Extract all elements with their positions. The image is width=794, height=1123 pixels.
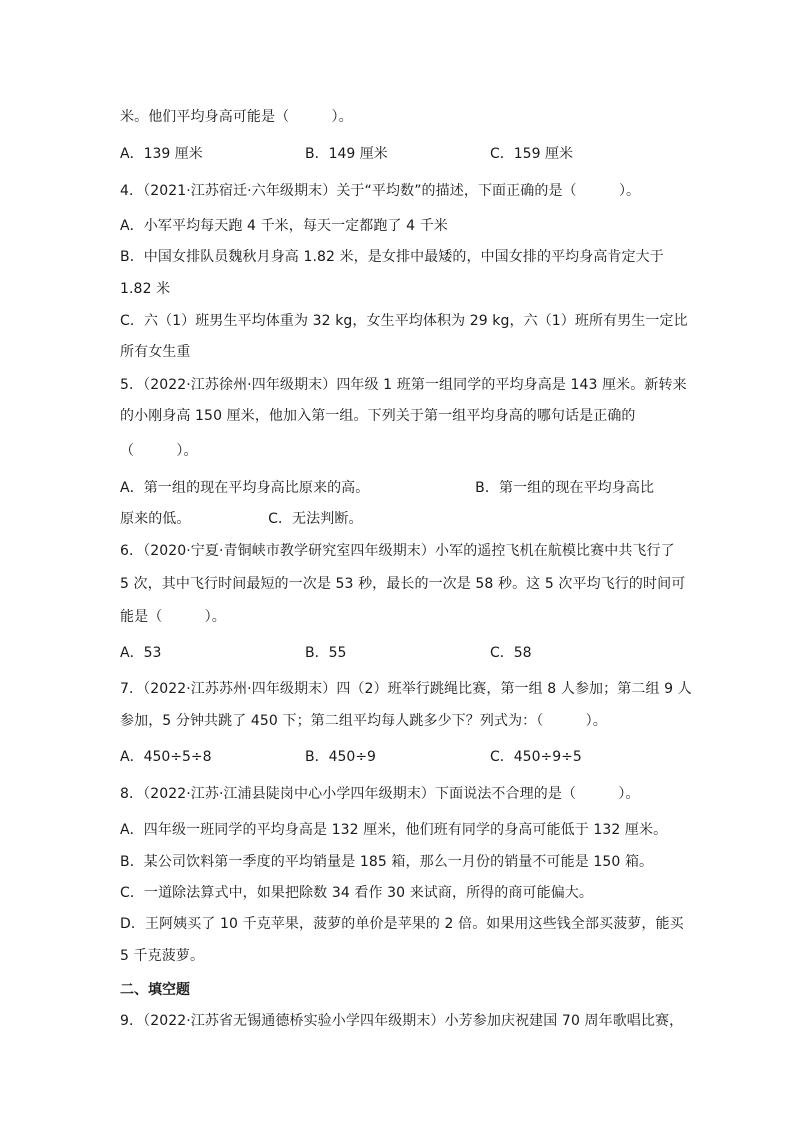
question-4-option-b-line-1: B．中国女排队员魏秋月身高 1.82 米，是女排中最矮的，中国女排的平均身高肯定大于 (120, 249, 664, 265)
question-5-options-line-1: A．第一组的现在平均身高比原来的高。 B．第一组的现在平均身高比 (120, 480, 655, 496)
choice-b: B．55 (305, 645, 347, 661)
choice-a: A．139 厘米 (120, 146, 203, 162)
question-6-stem-line-1: 6．（2020·宁夏·青铜峡市教学研究室四年级期末）小军的遥控飞机在航模比赛中共飞行了 (120, 543, 675, 559)
question-8-option-d-line-2: 5 千克菠萝。 (120, 948, 205, 964)
question-5-answer-blank: （ ）。 (120, 443, 198, 459)
question-6-choices (120, 644, 676, 662)
choice-a: A．450÷5÷8 (120, 749, 212, 765)
question-7-choices (120, 748, 676, 766)
question-3-choices (120, 145, 676, 163)
choice-a: A．53 (120, 645, 162, 661)
question-4-option-c-line-2: 所有女生重 (120, 344, 191, 360)
question-6-stem-line-3: 能是（ ）。 (120, 609, 226, 625)
question-4-option-a: A．小军平均每天跑 4 千米，每天一定都跑了 4 千米 (120, 218, 448, 234)
question-8-option-a: A．四年级一班同学的平均身高是 132 厘米，他们班有同学的身高可能低于 132 厘米。 (120, 822, 668, 838)
question-6-stem-line-2: 5 次，其中飞行时间最短的一次是 53 秒，最长的一次是 58 秒。这 5 次平均飞行的时间可 (120, 576, 686, 592)
choice-b: B．450÷9 (305, 749, 376, 765)
question-8-option-c: C．一道除法算式中，如果把除数 34 看作 30 来试商，所得的商可能偏大。 (120, 885, 594, 901)
question-4-stem: 4．（2021·江苏宿迁·六年级期末）关于“平均数”的描述，下面正确的是（ ）。 (120, 183, 641, 199)
question-9-stem: 9．（2022·江苏省无锡通德桥实验小学四年级期末）小芳参加庆祝建国 70 周年歌唱比赛， (120, 1013, 684, 1029)
question-8-option-b: B．某公司饮料第一季度的平均销量是 185 箱，那么一月份的销量不可能是 150 箱。 (120, 854, 654, 870)
question-8-option-d-line-1: D．王阿姨买了 10 千克苹果，菠萝的单价是苹果的 2 倍。如果用这些钱全部买菠萝，能买 (120, 916, 684, 932)
question-5-stem-line-1: 5．（2022·江苏徐州·四年级期末）四年级 1 班第一组同学的平均身高是 143 厘米。新转来 (120, 377, 687, 393)
section-title: 二、填空题 (120, 982, 190, 998)
choice-c: C．450÷9÷5 (490, 749, 582, 765)
question-4-option-c-line-1: C．六（1）班男生平均体重为 32 kg，女生平均体积为 29 kg，六（1）班所有男生一定比 (120, 313, 688, 329)
choice-b: B．149 厘米 (305, 146, 388, 162)
question-8-stem: 8．（2022·江苏·江浦县陡岗中心小学四年级期末）下面说法不合理的是（ ）。 (120, 786, 640, 802)
question-5-options-line-2: 原来的低。 C．无法判断。 (120, 511, 363, 527)
question-7-stem-line-1: 7．（2022·江苏苏州·四年级期末）四（2）班举行跳绳比赛，第一组 8 人参加；第二组 9 人 (120, 681, 692, 697)
question-7-stem-line-2: 参加，5 分钟共跳了 450 下；第二组平均每人跳多少下？列式为：（ ）。 (120, 713, 607, 729)
question-3-continuation: 米。他们平均身高可能是（ ）。 (120, 109, 353, 125)
question-4-option-b-line-2: 1.82 米 (120, 281, 171, 297)
question-5-stem-line-2: 的小刚身高 150 厘米，他加入第一组。下列关于第一组平均身高的哪句话是正确的 (120, 408, 636, 424)
choice-c: C．58 (490, 645, 532, 661)
choice-c: C．159 厘米 (490, 146, 573, 162)
